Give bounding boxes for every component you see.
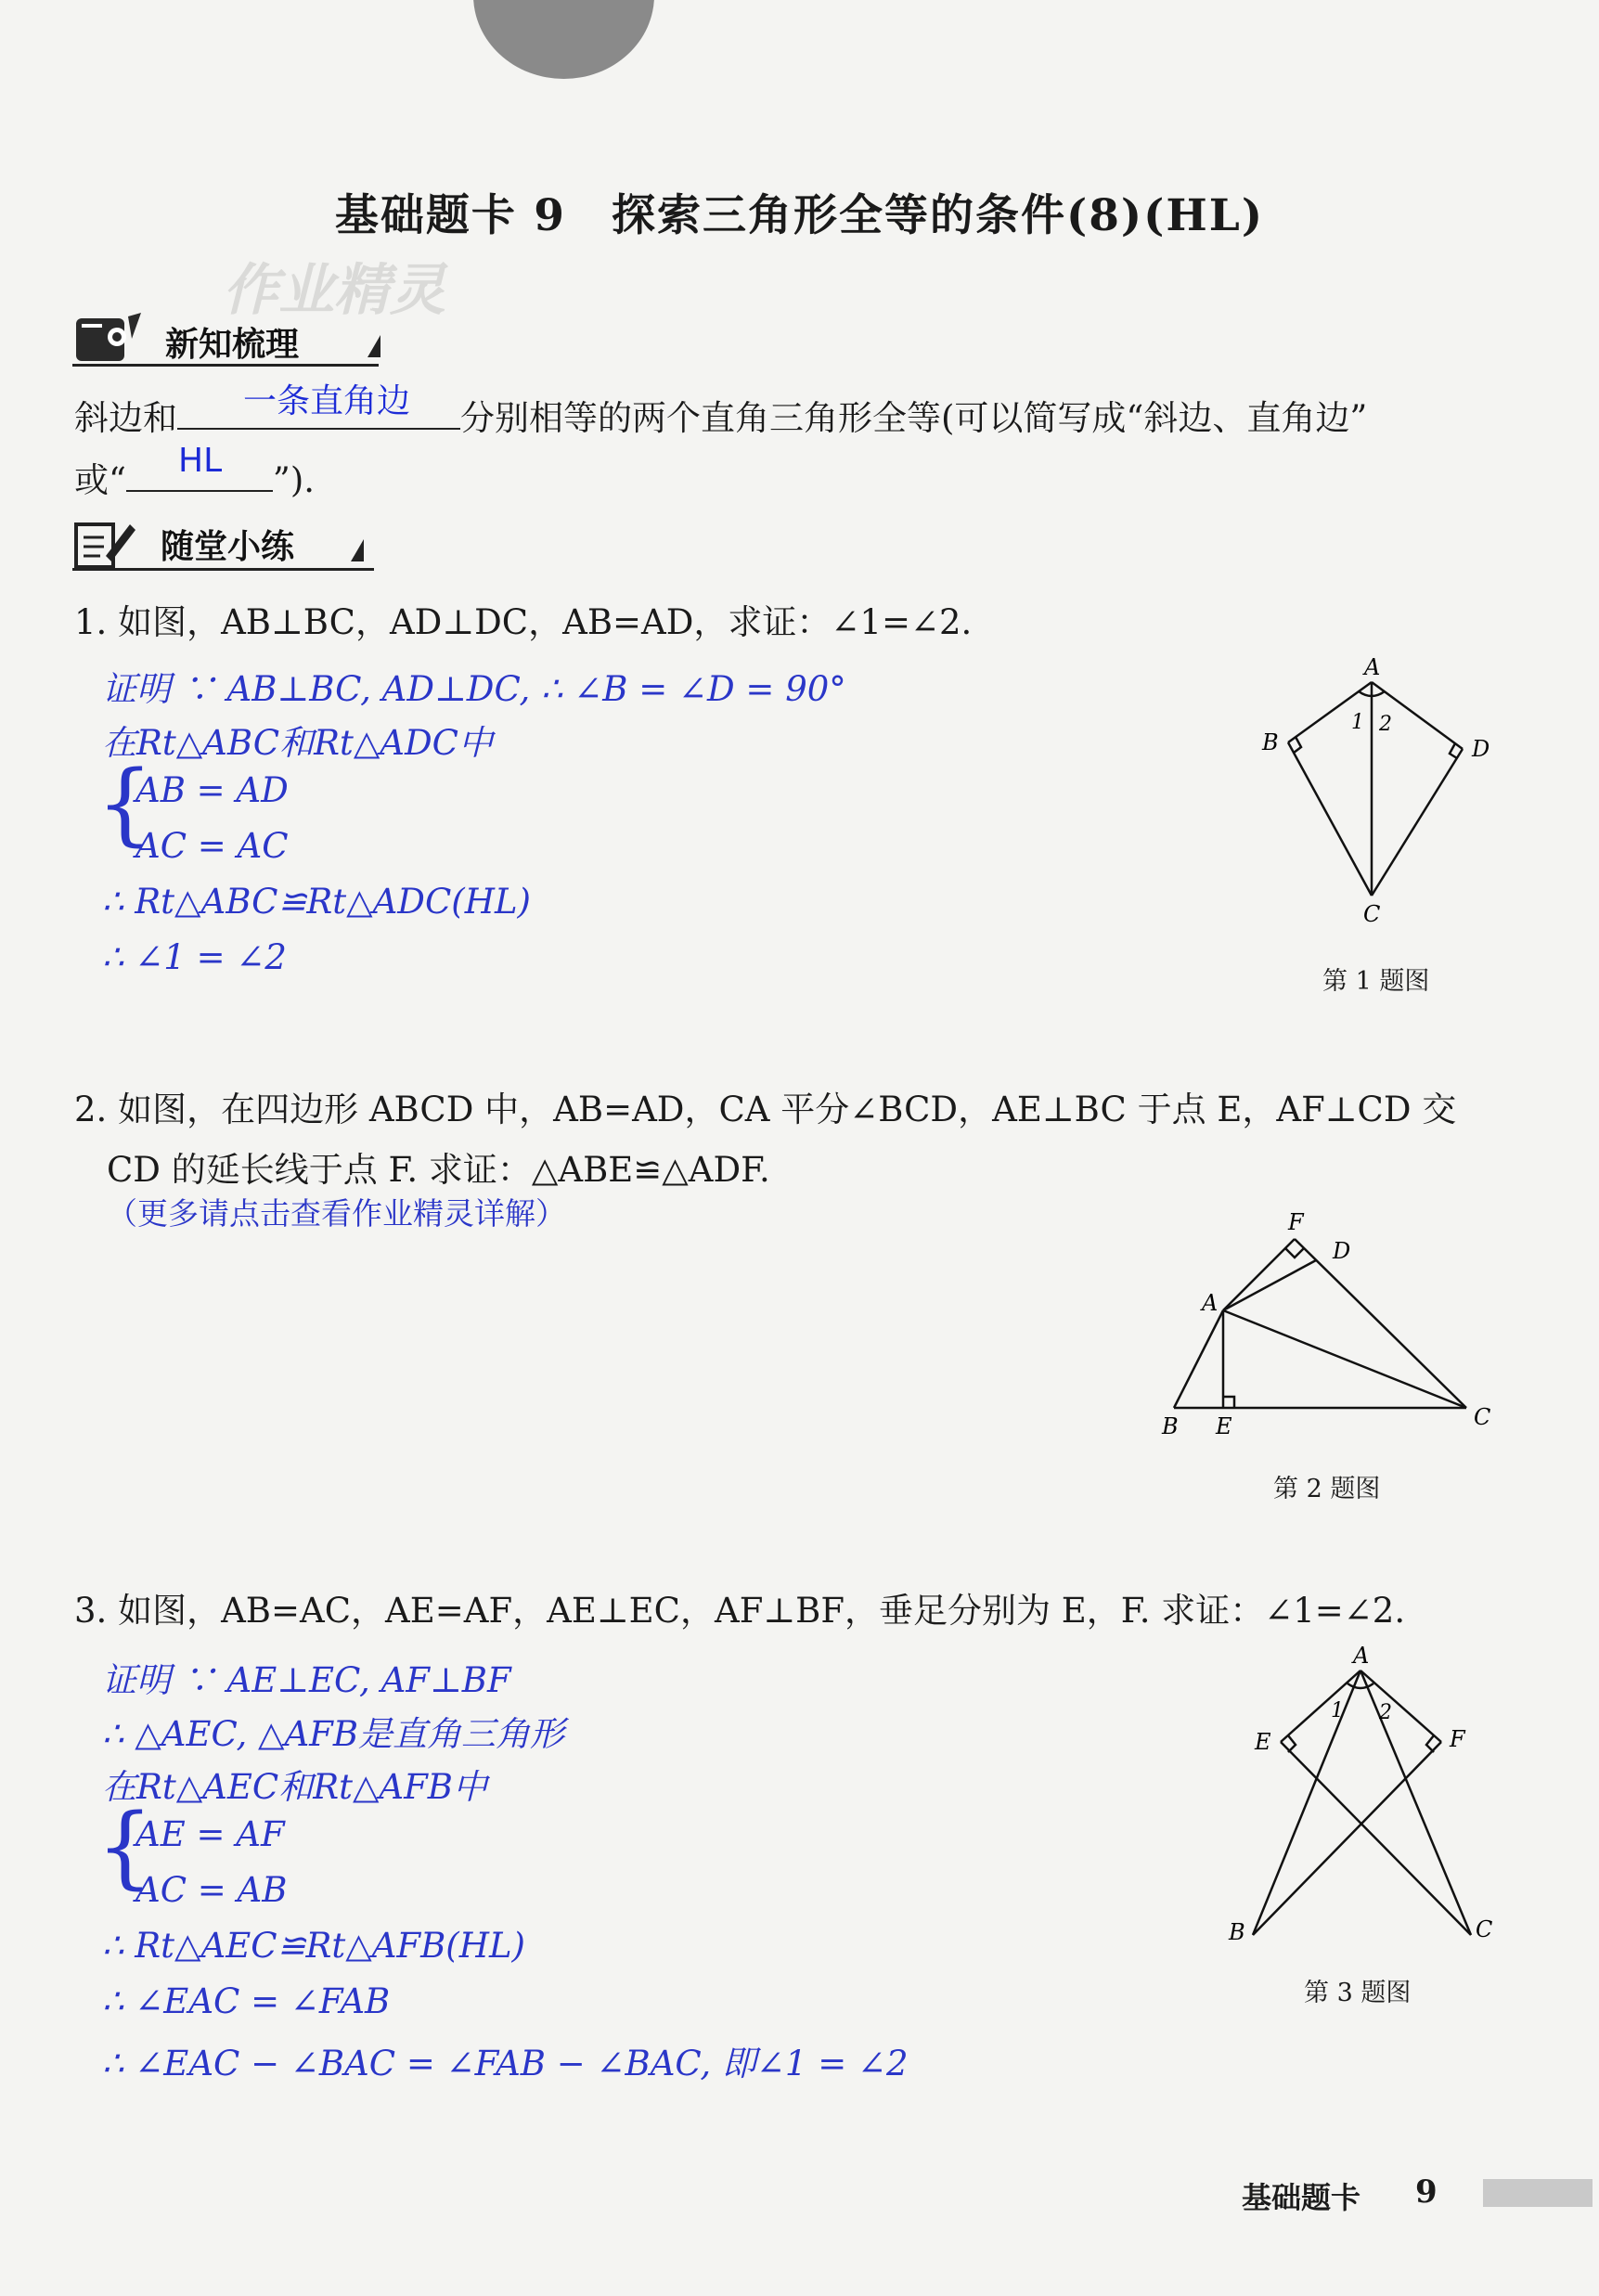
label-angle-2: 2 (1379, 713, 1392, 736)
q1-proof-line-6: ∴ ∠1 = ∠2 (102, 937, 287, 977)
right-angle-e (1223, 1397, 1234, 1408)
label-f: F (1288, 1209, 1304, 1235)
label-b: B (1229, 1919, 1245, 1940)
section-underline (72, 364, 379, 367)
segment-fb (1253, 1742, 1441, 1935)
concept-prefix: 斜边和 (74, 398, 177, 438)
q2-figure (1160, 1202, 1513, 1443)
q1-caption: 第 1 题图 (1322, 967, 1430, 996)
q3-proof-line-5: AC = AB (135, 1870, 288, 1910)
q3-proof-line-8: ∴ ∠EAC − ∠BAC = ∠FAB − ∠BAC, 即∠1 = ∠2 (102, 2044, 909, 2083)
section-arrow (368, 335, 380, 357)
label-a: A (1202, 1290, 1219, 1316)
q2-prompt-line2: CD 的延长线于点 F. 求证：△ABE≌△ADF. (107, 1150, 770, 1190)
right-angle-f (1285, 1248, 1304, 1258)
q3-caption: 第 3 题图 (1304, 1979, 1412, 2007)
concept-middle: 分别相等的两个直角三角形全等(可以简写成“斜边、直角边” (460, 398, 1368, 438)
section-underline (72, 568, 374, 571)
q3-proof-line-4: AE = AF (135, 1814, 285, 1854)
segment-dc (1372, 749, 1463, 896)
section-label: 随堂小练 (161, 528, 295, 566)
q3-figure (1216, 1643, 1503, 1940)
segment-ac (1223, 1310, 1466, 1408)
label-b: B (1162, 1413, 1179, 1439)
q3-prompt: 3. 如图，AB=AC，AE=AF，AE⊥EC，AF⊥BF，垂足分别为 E，F. 求证：∠1=∠2. (74, 1591, 1406, 1631)
angle-arc-a (1348, 1683, 1373, 1688)
section-arrow (351, 539, 364, 561)
q1-proof-line-1: 证明 ∵ AB⊥BC, AD⊥DC, ∴ ∠B = ∠D = 90° (102, 669, 846, 709)
q2-prompt-line1: 2. 如图，在四边形 ABCD 中，AB=AD，CA 平分∠BCD，AE⊥BC 于点 E，AF⊥CD 交 (74, 1090, 1457, 1129)
watermark: 作业精灵 (223, 258, 445, 323)
footer-label: 基础题卡 (1242, 2180, 1361, 2215)
q3-proof-line-1: 证明 ∵ AE⊥EC, AF⊥BF (102, 1660, 511, 1700)
footer-bar (1483, 2179, 1593, 2207)
page-number: 9 (1415, 2173, 1438, 2211)
concept-line2-prefix: 或“ (74, 460, 126, 500)
segment-ad (1223, 1260, 1316, 1310)
label-d: D (1472, 736, 1490, 762)
label-e: E (1255, 1729, 1271, 1755)
q3-proof-line-2: ∴ △AEC, △AFB是直角三角形 (102, 1714, 565, 1754)
label-f: F (1450, 1726, 1465, 1752)
segment-ae (1281, 1670, 1360, 1742)
segment-af (1223, 1239, 1295, 1310)
section-header-practice (72, 515, 388, 571)
q1-brace: { (97, 752, 154, 856)
q1-proof-line-2: 在Rt△ABC和Rt△ADC中 (102, 723, 493, 763)
right-angle-e (1288, 1735, 1296, 1752)
label-a: A (1364, 654, 1381, 680)
label-c: C (1474, 1404, 1491, 1430)
q2-detail-link[interactable]: （更多请点击查看作业精灵详解） (107, 1195, 566, 1232)
label-angle-1: 1 (1351, 711, 1364, 734)
q3-proof-line-6: ∴ Rt△AEC≌Rt△AFB(HL) (102, 1926, 525, 1966)
segment-ab (1174, 1310, 1223, 1408)
q3-brace: { (97, 1795, 154, 1899)
page-corner-decoration (473, 0, 654, 79)
q1-proof-line-3: AB = AD (135, 770, 289, 810)
segment-ec (1281, 1742, 1471, 1935)
q1-figure (1244, 654, 1503, 928)
q1-proof-line-5: ∴ Rt△ABC≌Rt△ADC(HL) (102, 882, 531, 922)
label-c: C (1363, 901, 1381, 927)
segment-ac (1360, 1670, 1471, 1935)
right-angle-d (1450, 743, 1457, 758)
right-angle-b (1294, 737, 1301, 753)
notebook-icon (72, 311, 145, 367)
page-title: 基础题卡 9 探索三角形全等的条件(8)(HL) (334, 190, 1265, 241)
segment-ab (1253, 1670, 1360, 1935)
label-c: C (1476, 1916, 1493, 1940)
right-angle-f (1426, 1735, 1434, 1752)
q2-caption: 第 2 题图 (1273, 1475, 1381, 1503)
section-header-new-knowledge (72, 311, 388, 367)
segment-fc (1295, 1239, 1466, 1408)
q3-proof-line-7: ∴ ∠EAC = ∠FAB (102, 1981, 391, 2021)
label-e: E (1216, 1413, 1232, 1439)
pencil-notepad-icon (72, 515, 137, 571)
blank-2-answer: HL (178, 442, 223, 480)
q3-proof-line-3: 在Rt△AEC和Rt△AFB中 (102, 1767, 487, 1807)
label-b: B (1262, 729, 1279, 755)
label-angle-1: 1 (1331, 1699, 1344, 1722)
section-label: 新知梳理 (165, 326, 300, 364)
concept-line2-suffix: ”). (272, 460, 316, 500)
q1-proof-line-4: AC = AC (135, 826, 289, 866)
q1-prompt: 1. 如图，AB⊥BC，AD⊥DC，AB=AD，求证：∠1=∠2. (74, 602, 973, 642)
label-a: A (1353, 1643, 1370, 1669)
blank-1-answer: 一条直角边 (243, 382, 411, 420)
segment-af (1360, 1670, 1441, 1742)
label-d: D (1333, 1238, 1351, 1264)
label-angle-2: 2 (1379, 1701, 1392, 1724)
segment-bc (1288, 742, 1372, 896)
